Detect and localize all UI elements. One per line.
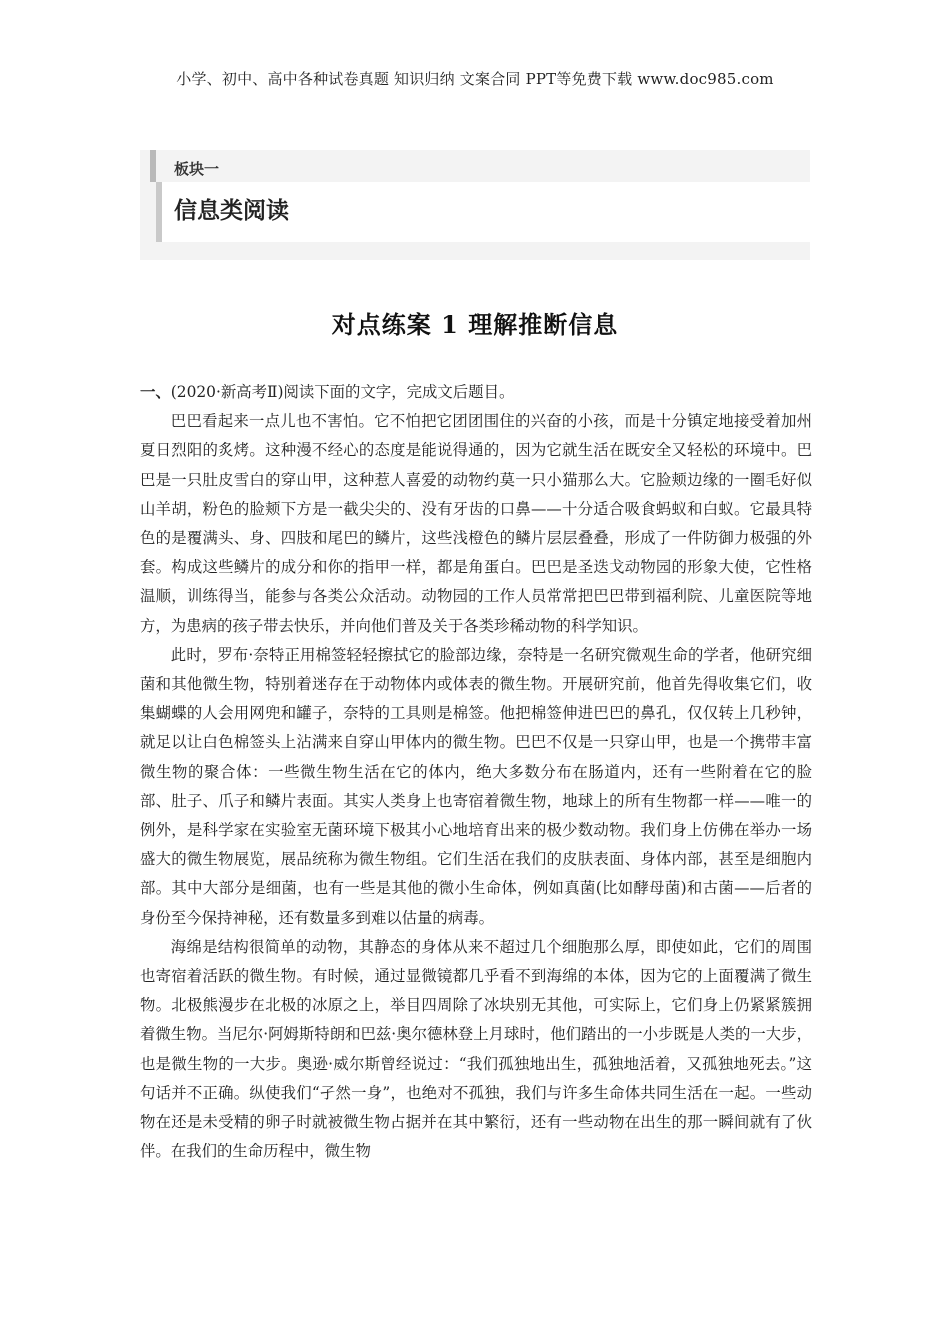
paragraph: 海绵是结构很简单的动物，其静态的身体从来不超过几个细胞那么厚，即使如此，它们的周围也寄宿着活跃的微生物。有时候，通过显微镜都几乎看不到海绵的本体，因为它的上面覆满了微生物。北极熊漫步在北极的冰原之上，举目四周除了冰块别无其他，可实际上，它们身上仍紧紧簇拥着微生物。当尼尔·阿姆斯特朗和巴兹·奥尔德林登上月球时，他们踏出的一小步既是人类的一大步，也是微生物的一大步。奥逊·威尔斯曾经说过：“我们孤独地出生，孤独地活着，又孤独地死去。”这句话并不正确。纵使我们“孑然一身”，也绝对不孤独，我们与许多生命体共同生活在一起。一些动物在还是未受精的卵子时就被微生物占据并在其中繁衍，还有一些动物在出生的那一瞬间就有了伙伴。在我们的生命历程中，微生物 (140, 937, 812, 1161)
document-title: 对点练案 1 理解推断信息 (331, 310, 619, 339)
section-banner (140, 150, 810, 260)
banner-title-bar (156, 182, 162, 242)
site-header: 小学、初中、高中各种试卷真题 知识归纳 文案合同 PPT等免费下载 www.doc985.com (176, 70, 774, 88)
question-text: (2020·新高考Ⅱ)阅读下面的文字，完成文后题目。 (170, 383, 515, 401)
paragraph: 巴巴看起来一点儿也不害怕。它不怕把它团团围住的兴奋的小孩，而是十分镇定地接受着加州夏日烈阳的炙烤。这种漫不经心的态度是能说得通的，因为它就生活在既安全又轻松的环境中。巴巴是一只肚皮雪白的穿山甲，这种惹人喜爱的动物约莫一只小猫那么大。它脸颊边缘的一圈毛好似山羊胡，粉色的脸颊下方是一截尖尖的、没有牙齿的口鼻——十分适合吸食蚂蚁和白蚁。它最具特色的是覆满头、身、四肢和尾巴的鳞片，这些浅橙色的鳞片层层叠叠，形成了一件防御力极强的外套。构成这些鳞片的成分和你的指甲一样，都是角蛋白。巴巴是圣迭戈动物园的形象大使，它性格温顺，训练得当，能参与各类公众活动。动物园的工作人员常常把巴巴带到福利院、儿童医院等地方，为患病的孩子带去快乐，并向他们普及关于各类珍稀动物的科学知识。 (140, 412, 812, 635)
question-prompt (140, 378, 812, 407)
paragraph: 此时，罗布·奈特正用棉签轻轻擦拭它的脸部边缘，奈特是一名研究微观生命的学者，他研究细菌和其他微生物，特别着迷存在于动物体内或体表的微生物。开展研究前，他首先得收集它们，收集蝴蝶的人会用网兜和罐子，奈特的工具则是棉签。他把棉签伸进巴巴的鼻孔，仅仅转上几秒钟，就足以让白色棉签头上沾满来自穿山甲体内的微生物。巴巴不仅是一只穿山甲，也是一个携带丰富微生物的聚合体：一些微生物生活在它的体内，绝大多数分布在肠道内，还有一些附着在它的脸部、肚子、爪子和鳞片表面。其实人类身上也寄宿着微生物，地球上的所有生物都一样——唯一的例外，是科学家在实验室无菌环境下极其小心地培育出来的极少数动物。我们身上仿佛在举办一场盛大的微生物展览，展品统称为微生物组。它们生活在我们的皮肤表面、身体内部，甚至是细胞内部。其中大部分是细菌，也有一些是其他的微小生命体，例如真菌(比如酵母菌)和古菌——后者的身份至今保持神秘，还有数量多到难以估量的病毒。 (140, 645, 812, 927)
banner-title: 信息类阅读 (174, 198, 289, 224)
document-body (140, 378, 812, 1166)
banner-accent-bar (150, 150, 156, 182)
banner-label: 板块一 (174, 160, 220, 178)
question-number: 一、 (140, 383, 171, 401)
